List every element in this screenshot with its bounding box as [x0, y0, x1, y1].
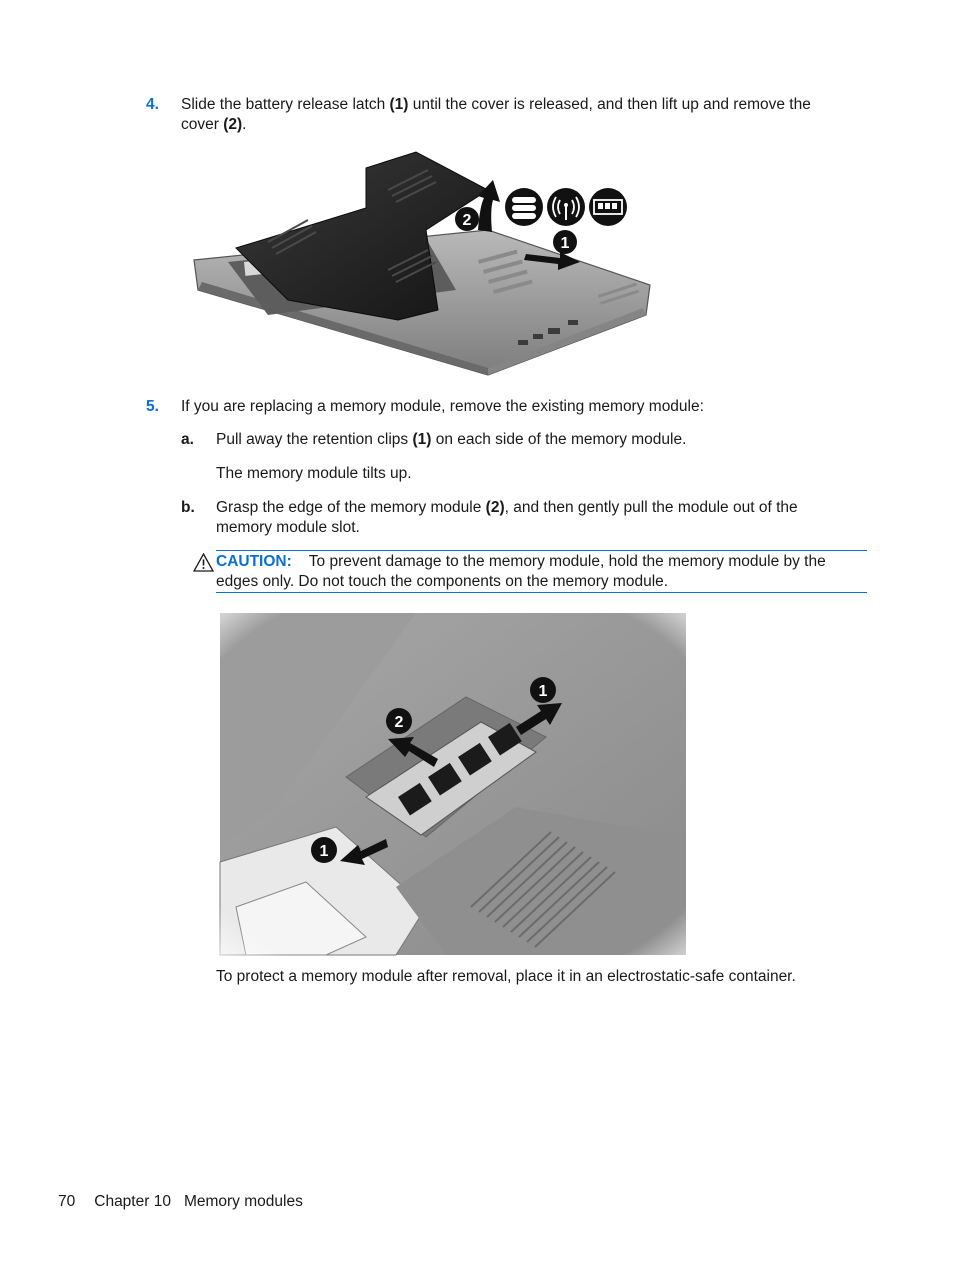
substep-a-letter: a.: [181, 431, 194, 448]
substep-b-text-part: , and then gently pull the module out of the: [504, 499, 798, 516]
substep-b-line1: [216, 498, 866, 518]
caution-triangle-icon: [193, 553, 214, 572]
substep-a-result: The memory module tilts up.: [216, 465, 412, 482]
step-4-number: 4.: [146, 96, 159, 113]
chapter-label: Chapter 10: [94, 1193, 171, 1210]
step-4-text-part: until the cover is released, and then lift up and remove the: [408, 96, 811, 113]
substep-a-text: [216, 430, 866, 450]
caution-line1: [216, 552, 867, 572]
substep-a-callout-ref: (1): [412, 431, 432, 448]
caution-notice: [216, 550, 867, 593]
closing-text: To protect a memory module after removal, place it in an electrostatic-safe container.: [216, 968, 796, 985]
step-4-line1: [181, 95, 861, 115]
substep-b-text: [216, 498, 866, 537]
step-4-callout-ref: (1): [389, 96, 409, 113]
callout-1: 1: [560, 235, 570, 252]
footer: [58, 1192, 303, 1212]
component-icons: [505, 188, 627, 226]
memory-module-removal-figure: [216, 607, 692, 960]
step-4-text-part: cover: [181, 115, 224, 133]
substep-a-text-part: on each side of the memory module.: [431, 431, 687, 448]
step-5-text: If you are replacing a memory module, remove the existing memory module:: [181, 398, 704, 415]
edge-fade: [216, 607, 692, 960]
step-4-line2: [181, 115, 861, 135]
step-4-text-part: .: [242, 115, 247, 133]
substep-a-text-part: Pull away the retention clips: [216, 431, 413, 448]
step-4-text: [181, 95, 861, 134]
substep-b-line2: memory module slot.: [216, 518, 360, 536]
step-5-number: 5.: [146, 398, 159, 415]
caution-label: CAUTION:: [216, 553, 292, 570]
substep-b-callout-ref: (2): [485, 499, 505, 516]
substep-b-text-part: Grasp the edge of the memory module: [216, 499, 486, 516]
caution-text-1: To prevent damage to the memory module, hold the memory module by the: [308, 553, 826, 570]
chapter-title: Memory modules: [183, 1193, 303, 1210]
page-number: 70: [58, 1193, 76, 1210]
step-4-text-part: Slide the battery release latch: [181, 96, 390, 113]
substep-b-letter: b.: [181, 499, 195, 516]
battery-cover-removal-figure: [188, 150, 658, 378]
caution-line2: edges only. Do not touch the components on the memory module.: [216, 572, 669, 590]
callout-2: 2: [462, 212, 472, 229]
step-4-callout-ref: (2): [223, 115, 243, 133]
